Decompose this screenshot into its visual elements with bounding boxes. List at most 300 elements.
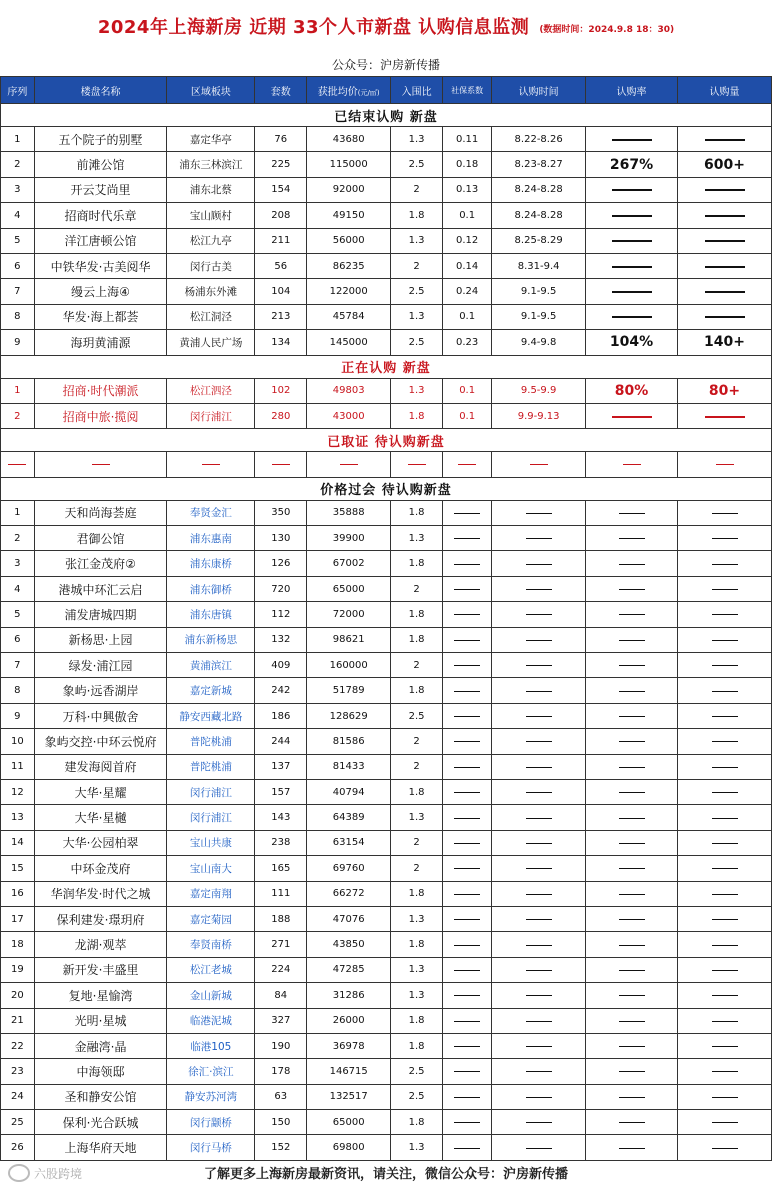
- dash-mark: [612, 291, 652, 293]
- rate-cell: [586, 856, 678, 881]
- name-cell: 中铁华发·古美阅华: [34, 253, 167, 278]
- district-cell: 闵行古美: [167, 253, 255, 278]
- units-cell: 720: [255, 576, 307, 601]
- licensed-placeholder-row: [1, 452, 772, 477]
- dash-mark: [619, 665, 645, 666]
- table-row: [1, 378, 772, 403]
- dash-mark: [712, 741, 738, 742]
- coef-cell: 0.12: [443, 228, 492, 253]
- time-cell: [492, 729, 586, 754]
- dash-mark: [619, 589, 645, 590]
- seq-cell: 9: [1, 703, 35, 728]
- price-cell: 69800: [307, 1135, 391, 1160]
- time-cell: [492, 602, 586, 627]
- seq-cell: 14: [1, 830, 35, 855]
- district-cell: 浦东惠南: [167, 526, 255, 551]
- ratio-cell: 1.8: [391, 1110, 443, 1135]
- dash-mark: [712, 868, 738, 869]
- price-cell: 81433: [307, 754, 391, 779]
- coef-cell: [443, 881, 492, 906]
- dash-mark: [526, 589, 552, 590]
- price-cell: 40794: [307, 779, 391, 804]
- name-cell: 中海领邸: [34, 1059, 167, 1084]
- rate-cell: 104%: [586, 330, 678, 355]
- dash-mark: [526, 767, 552, 768]
- units-cell: 112: [255, 602, 307, 627]
- ratio-cell: 1.3: [391, 127, 443, 152]
- coef-cell: 0.23: [443, 330, 492, 355]
- dash-mark: [712, 564, 738, 565]
- volume-cell: 600+: [678, 152, 772, 177]
- time-cell: 8.24-8.28: [492, 177, 586, 202]
- seq-cell: 4: [1, 576, 35, 601]
- ratio-cell: 1.8: [391, 500, 443, 525]
- rate-cell: [586, 551, 678, 576]
- price-cell: 66272: [307, 881, 391, 906]
- table-row: [1, 500, 772, 525]
- section-licensed-label: 已取证 待认购新盘: [1, 429, 772, 452]
- placeholder-cell: [307, 452, 391, 477]
- ratio-cell: 1.3: [391, 957, 443, 982]
- dash-mark: [454, 741, 480, 742]
- rate-cell: [586, 703, 678, 728]
- seq-cell: 7: [1, 653, 35, 678]
- dash-mark: [454, 995, 480, 996]
- name-cell: 新开发·丰盛里: [34, 957, 167, 982]
- district-cell: 浦东康桥: [167, 551, 255, 576]
- volume-cell: [678, 127, 772, 152]
- time-cell: [492, 576, 586, 601]
- rate-cell: [586, 1084, 678, 1109]
- time-cell: 9.1-9.5: [492, 304, 586, 329]
- dash-mark: [526, 970, 552, 971]
- time-cell: [492, 1110, 586, 1135]
- rate-cell: [586, 203, 678, 228]
- coef-cell: [443, 627, 492, 652]
- price-cell: 36978: [307, 1033, 391, 1058]
- table-row: [1, 1008, 772, 1033]
- name-cell: 大华·星樾: [34, 805, 167, 830]
- dash-mark: [526, 1046, 552, 1047]
- time-cell: [492, 805, 586, 830]
- footer-note: 了解更多上海新房最新资讯，请关注，微信公众号：沪房新传播: [203, 1166, 568, 1182]
- dash-mark: [705, 266, 745, 268]
- table-row: [1, 805, 772, 830]
- volume-cell: [678, 932, 772, 957]
- rate-cell: [586, 678, 678, 703]
- ratio-cell: 2: [391, 253, 443, 278]
- dash-mark: [712, 792, 738, 793]
- coef-cell: 0.24: [443, 279, 492, 304]
- district-cell: 宝山顾村: [167, 203, 255, 228]
- ratio-cell: 1.8: [391, 779, 443, 804]
- dash-mark: [619, 1021, 645, 1022]
- dash-mark: [705, 416, 745, 418]
- time-cell: [492, 678, 586, 703]
- ratio-cell: 2: [391, 754, 443, 779]
- dash-mark: [526, 640, 552, 641]
- coef-cell: 0.11: [443, 127, 492, 152]
- dash-mark: [619, 818, 645, 819]
- dash-mark: [526, 1097, 552, 1098]
- table-row: [1, 228, 772, 253]
- dash-mark: [526, 564, 552, 565]
- units-cell: 188: [255, 906, 307, 931]
- dash-mark: [619, 640, 645, 641]
- dash-mark: [712, 1122, 738, 1123]
- price-cell: 31286: [307, 983, 391, 1008]
- dash-mark: [619, 538, 645, 539]
- table-row: [1, 330, 772, 355]
- price-cell: 49150: [307, 203, 391, 228]
- district-cell: 临港105: [167, 1033, 255, 1058]
- dash-mark: [454, 767, 480, 768]
- rate-cell: 267%: [586, 152, 678, 177]
- rate-cell: [586, 729, 678, 754]
- rate-cell: [586, 805, 678, 830]
- dash-mark: [454, 843, 480, 844]
- price-cell: 132517: [307, 1084, 391, 1109]
- name-cell: 前滩公馆: [34, 152, 167, 177]
- dash-mark: [619, 995, 645, 996]
- price-cell: 35888: [307, 500, 391, 525]
- seq-cell: 24: [1, 1084, 35, 1109]
- coef-cell: 0.1: [443, 203, 492, 228]
- units-cell: 350: [255, 500, 307, 525]
- time-cell: [492, 1135, 586, 1160]
- header-coef: 社保系数: [443, 77, 492, 104]
- dash-mark: [619, 894, 645, 895]
- district-cell: 松江洞泾: [167, 304, 255, 329]
- time-cell: [492, 856, 586, 881]
- price-cell: 65000: [307, 576, 391, 601]
- volume-cell: 140+: [678, 330, 772, 355]
- units-cell: 186: [255, 703, 307, 728]
- time-cell: [492, 703, 586, 728]
- district-cell: 浦东北蔡: [167, 177, 255, 202]
- name-cell: 金融湾·晶: [34, 1033, 167, 1058]
- table-row: [1, 1110, 772, 1135]
- table-row: [1, 830, 772, 855]
- rate-cell: [586, 830, 678, 855]
- dash-mark: [612, 215, 652, 217]
- seq-cell: 21: [1, 1008, 35, 1033]
- units-cell: 225: [255, 152, 307, 177]
- units-cell: 213: [255, 304, 307, 329]
- price-cell: 43000: [307, 403, 391, 428]
- dash-mark: [526, 945, 552, 946]
- name-cell: 绿发·浦江园: [34, 653, 167, 678]
- ratio-cell: 1.3: [391, 983, 443, 1008]
- placeholder-cell: [678, 452, 772, 477]
- dash-mark: [712, 919, 738, 920]
- dash-mark: [454, 513, 480, 514]
- district-cell: 黄浦滨江: [167, 653, 255, 678]
- dash-mark: [619, 767, 645, 768]
- dash-mark: [454, 1071, 480, 1072]
- name-cell: 象屿交控·中环云悦府: [34, 729, 167, 754]
- dash-mark: [612, 240, 652, 242]
- coef-cell: [443, 551, 492, 576]
- seq-cell: 1: [1, 378, 35, 403]
- dash-mark: [526, 513, 552, 514]
- dash-mark: [454, 894, 480, 895]
- table-row: [1, 602, 772, 627]
- rate-cell: [586, 983, 678, 1008]
- district-cell: 闵行颛桥: [167, 1110, 255, 1135]
- coef-cell: [443, 1033, 492, 1058]
- seq-cell: 18: [1, 932, 35, 957]
- table-row: [1, 779, 772, 804]
- coef-cell: 0.1: [443, 378, 492, 403]
- price-cell: 39900: [307, 526, 391, 551]
- volume-cell: [678, 678, 772, 703]
- dash-mark: [526, 741, 552, 742]
- volume-cell: [678, 1008, 772, 1033]
- units-cell: 271: [255, 932, 307, 957]
- title-bar: [0, 0, 772, 52]
- dash-mark: [712, 894, 738, 895]
- coef-cell: [443, 576, 492, 601]
- table-row: [1, 703, 772, 728]
- dash-mark: [454, 665, 480, 666]
- section-priced: [1, 477, 772, 500]
- units-cell: 208: [255, 203, 307, 228]
- dash-mark: [454, 589, 480, 590]
- seq-cell: 11: [1, 754, 35, 779]
- dash-mark: [526, 792, 552, 793]
- seq-cell: 8: [1, 304, 35, 329]
- table-row: [1, 403, 772, 428]
- rate-cell: [586, 526, 678, 551]
- seq-cell: 17: [1, 906, 35, 931]
- volume-cell: [678, 551, 772, 576]
- section-ended: [1, 104, 772, 127]
- dash-mark: [619, 868, 645, 869]
- district-cell: 奉贤金汇: [167, 500, 255, 525]
- rate-cell: [586, 1110, 678, 1135]
- data-time: (数据时间：2024.9.8 18：30): [539, 24, 675, 35]
- header-time: 认购时间: [492, 77, 586, 104]
- seq-cell: 2: [1, 403, 35, 428]
- district-cell: 浦东新杨思: [167, 627, 255, 652]
- units-cell: 154: [255, 177, 307, 202]
- rate-cell: [586, 932, 678, 957]
- dash-mark: [454, 945, 480, 946]
- coef-cell: [443, 805, 492, 830]
- table-row: [1, 678, 772, 703]
- rate-cell: [586, 403, 678, 428]
- volume-cell: [678, 703, 772, 728]
- dash-mark: [619, 945, 645, 946]
- table-row: [1, 653, 772, 678]
- dash-mark: [619, 513, 645, 514]
- district-cell: 普陀桃浦: [167, 729, 255, 754]
- coef-cell: [443, 1008, 492, 1033]
- dash-mark: [712, 1148, 738, 1149]
- ratio-cell: 2.5: [391, 1084, 443, 1109]
- ratio-cell: 1.3: [391, 378, 443, 403]
- ratio-cell: 1.8: [391, 602, 443, 627]
- volume-cell: [678, 1135, 772, 1160]
- units-cell: 76: [255, 127, 307, 152]
- ratio-cell: 2: [391, 576, 443, 601]
- units-cell: 132: [255, 627, 307, 652]
- dash-mark: [454, 1021, 480, 1022]
- units-cell: 143: [255, 805, 307, 830]
- dash-mark: [712, 1021, 738, 1022]
- section-ongoing-label: 正在认购 新盘: [1, 355, 772, 378]
- volume-cell: [678, 729, 772, 754]
- table-row: [1, 253, 772, 278]
- seq-cell: 26: [1, 1135, 35, 1160]
- district-cell: 杨浦东外滩: [167, 279, 255, 304]
- dash-mark: [705, 240, 745, 242]
- watermark-text: 六股跨境: [34, 1166, 83, 1181]
- seq-cell: 10: [1, 729, 35, 754]
- volume-cell: [678, 983, 772, 1008]
- coef-cell: 0.14: [443, 253, 492, 278]
- dash-mark: [612, 316, 652, 318]
- district-cell: 浦东三林滨江: [167, 152, 255, 177]
- volume-cell: [678, 602, 772, 627]
- coef-cell: [443, 729, 492, 754]
- placeholder-cell: [443, 452, 492, 477]
- district-cell: 临港泥城: [167, 1008, 255, 1033]
- dash-mark: [712, 818, 738, 819]
- time-cell: [492, 653, 586, 678]
- time-cell: [492, 932, 586, 957]
- ratio-cell: 1.8: [391, 551, 443, 576]
- rate-cell: [586, 754, 678, 779]
- ratio-cell: 2: [391, 177, 443, 202]
- price-cell: 26000: [307, 1008, 391, 1033]
- header-price-unit: (元/㎡): [357, 88, 380, 97]
- price-cell: 63154: [307, 830, 391, 855]
- dash-mark: [454, 1122, 480, 1123]
- units-cell: 409: [255, 653, 307, 678]
- dash-mark: [705, 291, 745, 293]
- placeholder-cell: [492, 452, 586, 477]
- units-cell: 224: [255, 957, 307, 982]
- volume-cell: [678, 957, 772, 982]
- dash-mark: [454, 970, 480, 971]
- volume-cell: [678, 805, 772, 830]
- units-cell: 111: [255, 881, 307, 906]
- table-row: [1, 152, 772, 177]
- ratio-cell: 1.3: [391, 805, 443, 830]
- name-cell: 华发·海上都荟: [34, 304, 167, 329]
- seq-cell: 2: [1, 526, 35, 551]
- time-cell: 8.22-8.26: [492, 127, 586, 152]
- name-cell: 光明·星城: [34, 1008, 167, 1033]
- district-cell: 奉贤南桥: [167, 932, 255, 957]
- seq-cell: 3: [1, 177, 35, 202]
- dash-mark: [705, 189, 745, 191]
- coef-cell: [443, 906, 492, 931]
- district-cell: 嘉定华亭: [167, 127, 255, 152]
- rate-cell: [586, 957, 678, 982]
- header-units: 套数: [255, 77, 307, 104]
- dash-mark: [526, 665, 552, 666]
- coef-cell: [443, 1084, 492, 1109]
- ratio-cell: 2.5: [391, 1059, 443, 1084]
- table-row: [1, 881, 772, 906]
- district-cell: 浦东御桥: [167, 576, 255, 601]
- time-cell: [492, 754, 586, 779]
- dash-mark: [712, 640, 738, 641]
- time-cell: [492, 906, 586, 931]
- rate-cell: [586, 906, 678, 931]
- time-cell: 8.23-8.27: [492, 152, 586, 177]
- ratio-cell: 1.8: [391, 203, 443, 228]
- price-cell: 98621: [307, 627, 391, 652]
- placeholder-cell: [255, 452, 307, 477]
- coef-cell: [443, 1059, 492, 1084]
- price-cell: 47285: [307, 957, 391, 982]
- dash-mark: [526, 716, 552, 717]
- dash-mark: [454, 1097, 480, 1098]
- dash-mark: [526, 995, 552, 996]
- price-cell: 45784: [307, 304, 391, 329]
- price-cell: 51789: [307, 678, 391, 703]
- time-cell: 8.31-9.4: [492, 253, 586, 278]
- name-cell: 大华·星耀: [34, 779, 167, 804]
- district-cell: 宝山共康: [167, 830, 255, 855]
- dash-mark: [712, 614, 738, 615]
- dash-mark: [526, 691, 552, 692]
- rate-cell: [586, 127, 678, 152]
- ratio-cell: 1.3: [391, 228, 443, 253]
- coef-cell: [443, 957, 492, 982]
- district-cell: 徐汇·滨江: [167, 1059, 255, 1084]
- price-cell: 122000: [307, 279, 391, 304]
- units-cell: 126: [255, 551, 307, 576]
- volume-cell: [678, 856, 772, 881]
- seq-cell: 22: [1, 1033, 35, 1058]
- table-row: [1, 856, 772, 881]
- time-cell: [492, 500, 586, 525]
- ratio-cell: 2.5: [391, 703, 443, 728]
- dash-mark: [712, 1046, 738, 1047]
- seq-cell: 3: [1, 551, 35, 576]
- time-cell: [492, 1033, 586, 1058]
- ratio-cell: 1.3: [391, 526, 443, 551]
- dash-mark: [705, 215, 745, 217]
- volume-cell: [678, 754, 772, 779]
- time-cell: [492, 627, 586, 652]
- ratio-cell: 2.5: [391, 330, 443, 355]
- table-row: [1, 177, 772, 202]
- dash-mark: [705, 316, 745, 318]
- rate-cell: [586, 602, 678, 627]
- rate-cell: [586, 1033, 678, 1058]
- header-rate: 认购率: [586, 77, 678, 104]
- ratio-cell: 1.8: [391, 1033, 443, 1058]
- volume-cell: [678, 228, 772, 253]
- section-ended-label: 已结束认购 新盘: [1, 104, 772, 127]
- header-volume: 认购量: [678, 77, 772, 104]
- price-cell: 69760: [307, 856, 391, 881]
- dash-mark: [619, 919, 645, 920]
- seq-cell: 9: [1, 330, 35, 355]
- units-cell: 104: [255, 279, 307, 304]
- price-cell: 47076: [307, 906, 391, 931]
- rate-cell: [586, 500, 678, 525]
- dash-mark: [526, 818, 552, 819]
- district-cell: 嘉定南翔: [167, 881, 255, 906]
- dash-mark: [526, 843, 552, 844]
